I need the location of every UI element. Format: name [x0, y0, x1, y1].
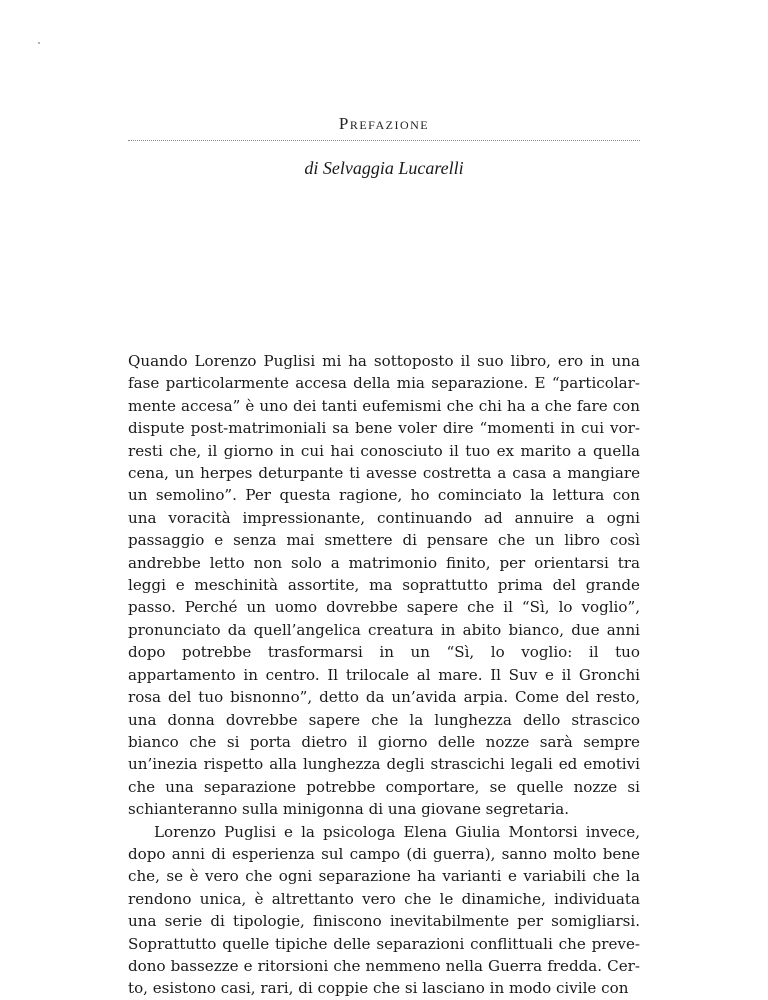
- section-heading: Prefazione: [338, 114, 430, 133]
- paragraph-1: Quando Lorenzo Puglisi mi ha sottoposto il suo libro, ero in una fase particolarmente accesa della mia separazione. E “particolarmente accesa” è uno dei tanti eufemismi che chi ha a che fare con dispute post-matrimoniali sa bene voler dire “momenti in cui vorresti che, il giorno in cui hai conosciuto il tuo ex marito a quella cena, un herpes deturpante ti avesse costretta a casa a mangiare un semolino”. Per questa ragione, ho cominciato la lettura con una voracità impressionante, continuando ad annuire a ogni passaggio e senza mai smettere di pensare che un libro così andrebbe letto non solo a matrimonio finito, per orientarsi tra leggi e meschinità assortite, ma soprattutto prima del grande passo. Perché un uomo dovrebbe sapere che il “Sì, lo voglio”, pronunciato da quell’angelica creatura in abito bianco, due anni dopo potrebbe trasformarsi in un “Sì, lo voglio: il tuo appartamento in centro. Il trilocale al mare. Il Suv e il Gronchi rosa del tuo bisnonno”, detto da un’avida arpia. Come del resto, una donna dovrebbe sapere che la lunghezza dello strascico bianco che si porta dietro il giorno delle nozze sarà sempre un’inezia rispetto alla lunghezza degli strascichi legali ed emotivi che una separazione potrebbe comportare, se quelle nozze si schianteranno sulla minigonna di una giovane segretaria.: [128, 352, 640, 819]
- body-text: [128, 350, 640, 1000]
- scan-speck: [38, 42, 40, 44]
- paragraph-2: Lorenzo Puglisi e la psicologa Elena Giulia Montorsi invece, dopo anni di esperienza sul campo (di guerra), sanno molto bene che, se è vero che ogni separazione ha varianti e variabili che la rendono unica, è altrettanto vero che le dinamiche, individuata una serie di tipologie, finiscono inevitabilmente per somigliarsi. Soprattutto quelle tipiche delle separazioni conflittuali che prevedono bassezze e ritorsioni che nemmeno nella Guerra fredda. Certo, esistono casi, rari, di coppie che si lasciano in modo civile con: [128, 822, 640, 998]
- dotted-divider: [128, 140, 640, 141]
- author-line: di Selvaggia Lucarelli: [304, 158, 464, 178]
